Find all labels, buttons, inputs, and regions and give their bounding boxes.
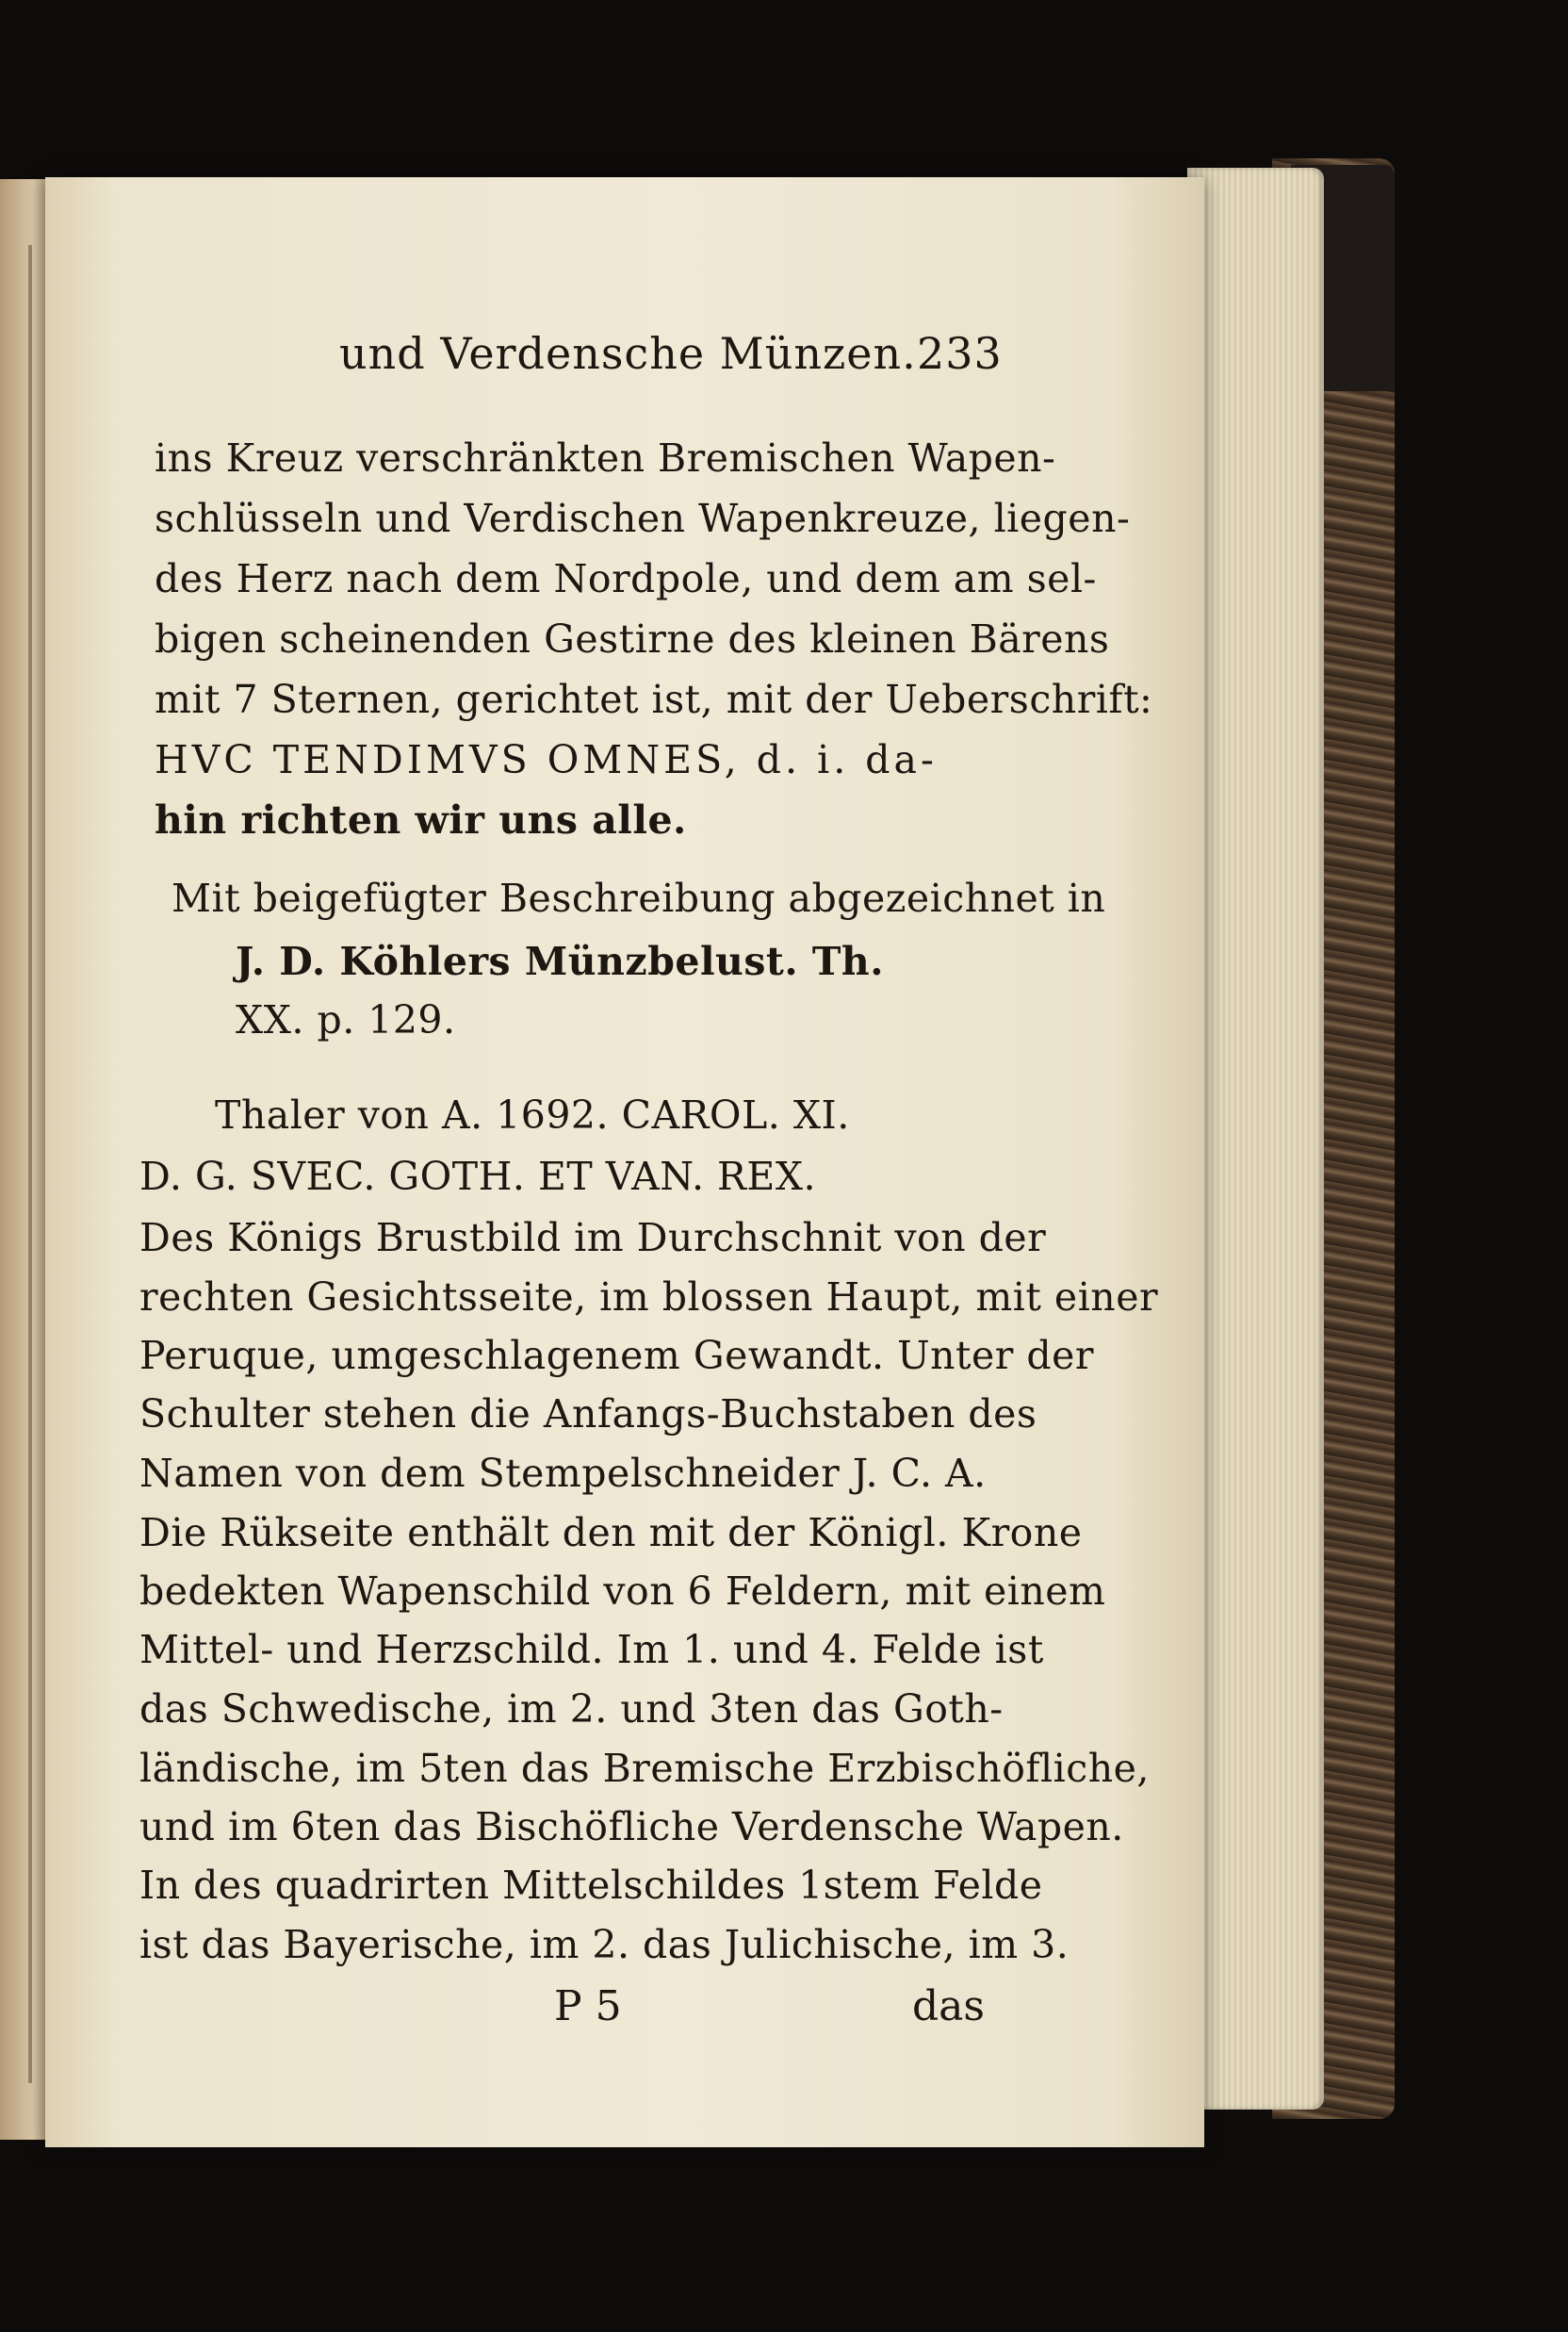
text-line: Schulter stehen die Anfangs-Buchstaben des — [139, 1391, 1037, 1437]
text-line: Thaler von A. 1692. CAROL. XI. — [215, 1092, 850, 1138]
signature-mark: P 5 — [554, 1982, 622, 2030]
book-page — [45, 177, 1204, 2147]
text-line: Namen von dem Stempelschneider J. C. A. — [139, 1451, 987, 1496]
text-line: Des Königs Brustbild im Durchschnit von der — [139, 1215, 1047, 1260]
text-line: mit 7 Sternen, gerichtet ist, mit der Ueberschrift: — [155, 677, 1153, 722]
text-line: Mittel- und Herzschild. Im 1. und 4. Felde ist — [139, 1627, 1044, 1672]
text-line: schlüsseln und Verdischen Wapenkreuze, liegen- — [155, 496, 1131, 541]
text-line: In des quadrirten Mittelschildes 1stem Felde — [139, 1863, 1043, 1908]
text-line: ins Kreuz verschränkten Bremischen Wapen- — [155, 435, 1056, 481]
text-line: Peruque, umgeschlagenem Gewandt. Unter der — [139, 1333, 1095, 1378]
text-line: XX. p. 129. — [236, 997, 456, 1043]
text-line: ist das Bayerische, im 2. das Julichische, im 3. — [139, 1922, 1070, 1967]
page-block-edge — [1187, 168, 1324, 2110]
text-line: D. G. SVEC. GOTH. ET VAN. REX. — [139, 1154, 817, 1199]
text-line: ländische, im 5ten das Bremische Erzbischöfliche, — [139, 1746, 1150, 1791]
catchword: das — [912, 1982, 985, 2030]
text-line: des Herz nach dem Nordpole, und dem am sel- — [155, 556, 1097, 601]
text-line: und im 6ten das Bischöfliche Verdensche Wapen. — [139, 1804, 1124, 1849]
text-line: hin richten wir uns alle. — [155, 797, 687, 843]
text-line: Mit beigefügter Beschreibung abgezeichnet in — [172, 876, 1106, 921]
text-line: HVC TENDIMVS OMNES, d. i. da- — [155, 737, 938, 782]
running-title: und Verdensche Münzen. — [339, 328, 917, 379]
text-line: J. D. Köhlers Münzbelust. Th. — [236, 939, 884, 984]
page-number: 233 — [917, 328, 1003, 379]
text-line: bedekten Wapenschild von 6 Feldern, mit einem — [139, 1568, 1106, 1614]
text-line: das Schwedische, im 2. und 3ten das Goth- — [139, 1686, 1004, 1732]
gutter-line — [28, 245, 32, 2083]
text-line: rechten Gesichtsseite, im blossen Haupt, mit einer — [139, 1274, 1159, 1320]
text-line: Die Rükseite enthält den mit der Königl. Krone — [139, 1510, 1083, 1555]
text-line: bigen scheinenden Gestirne des kleinen Bärens — [155, 616, 1110, 662]
